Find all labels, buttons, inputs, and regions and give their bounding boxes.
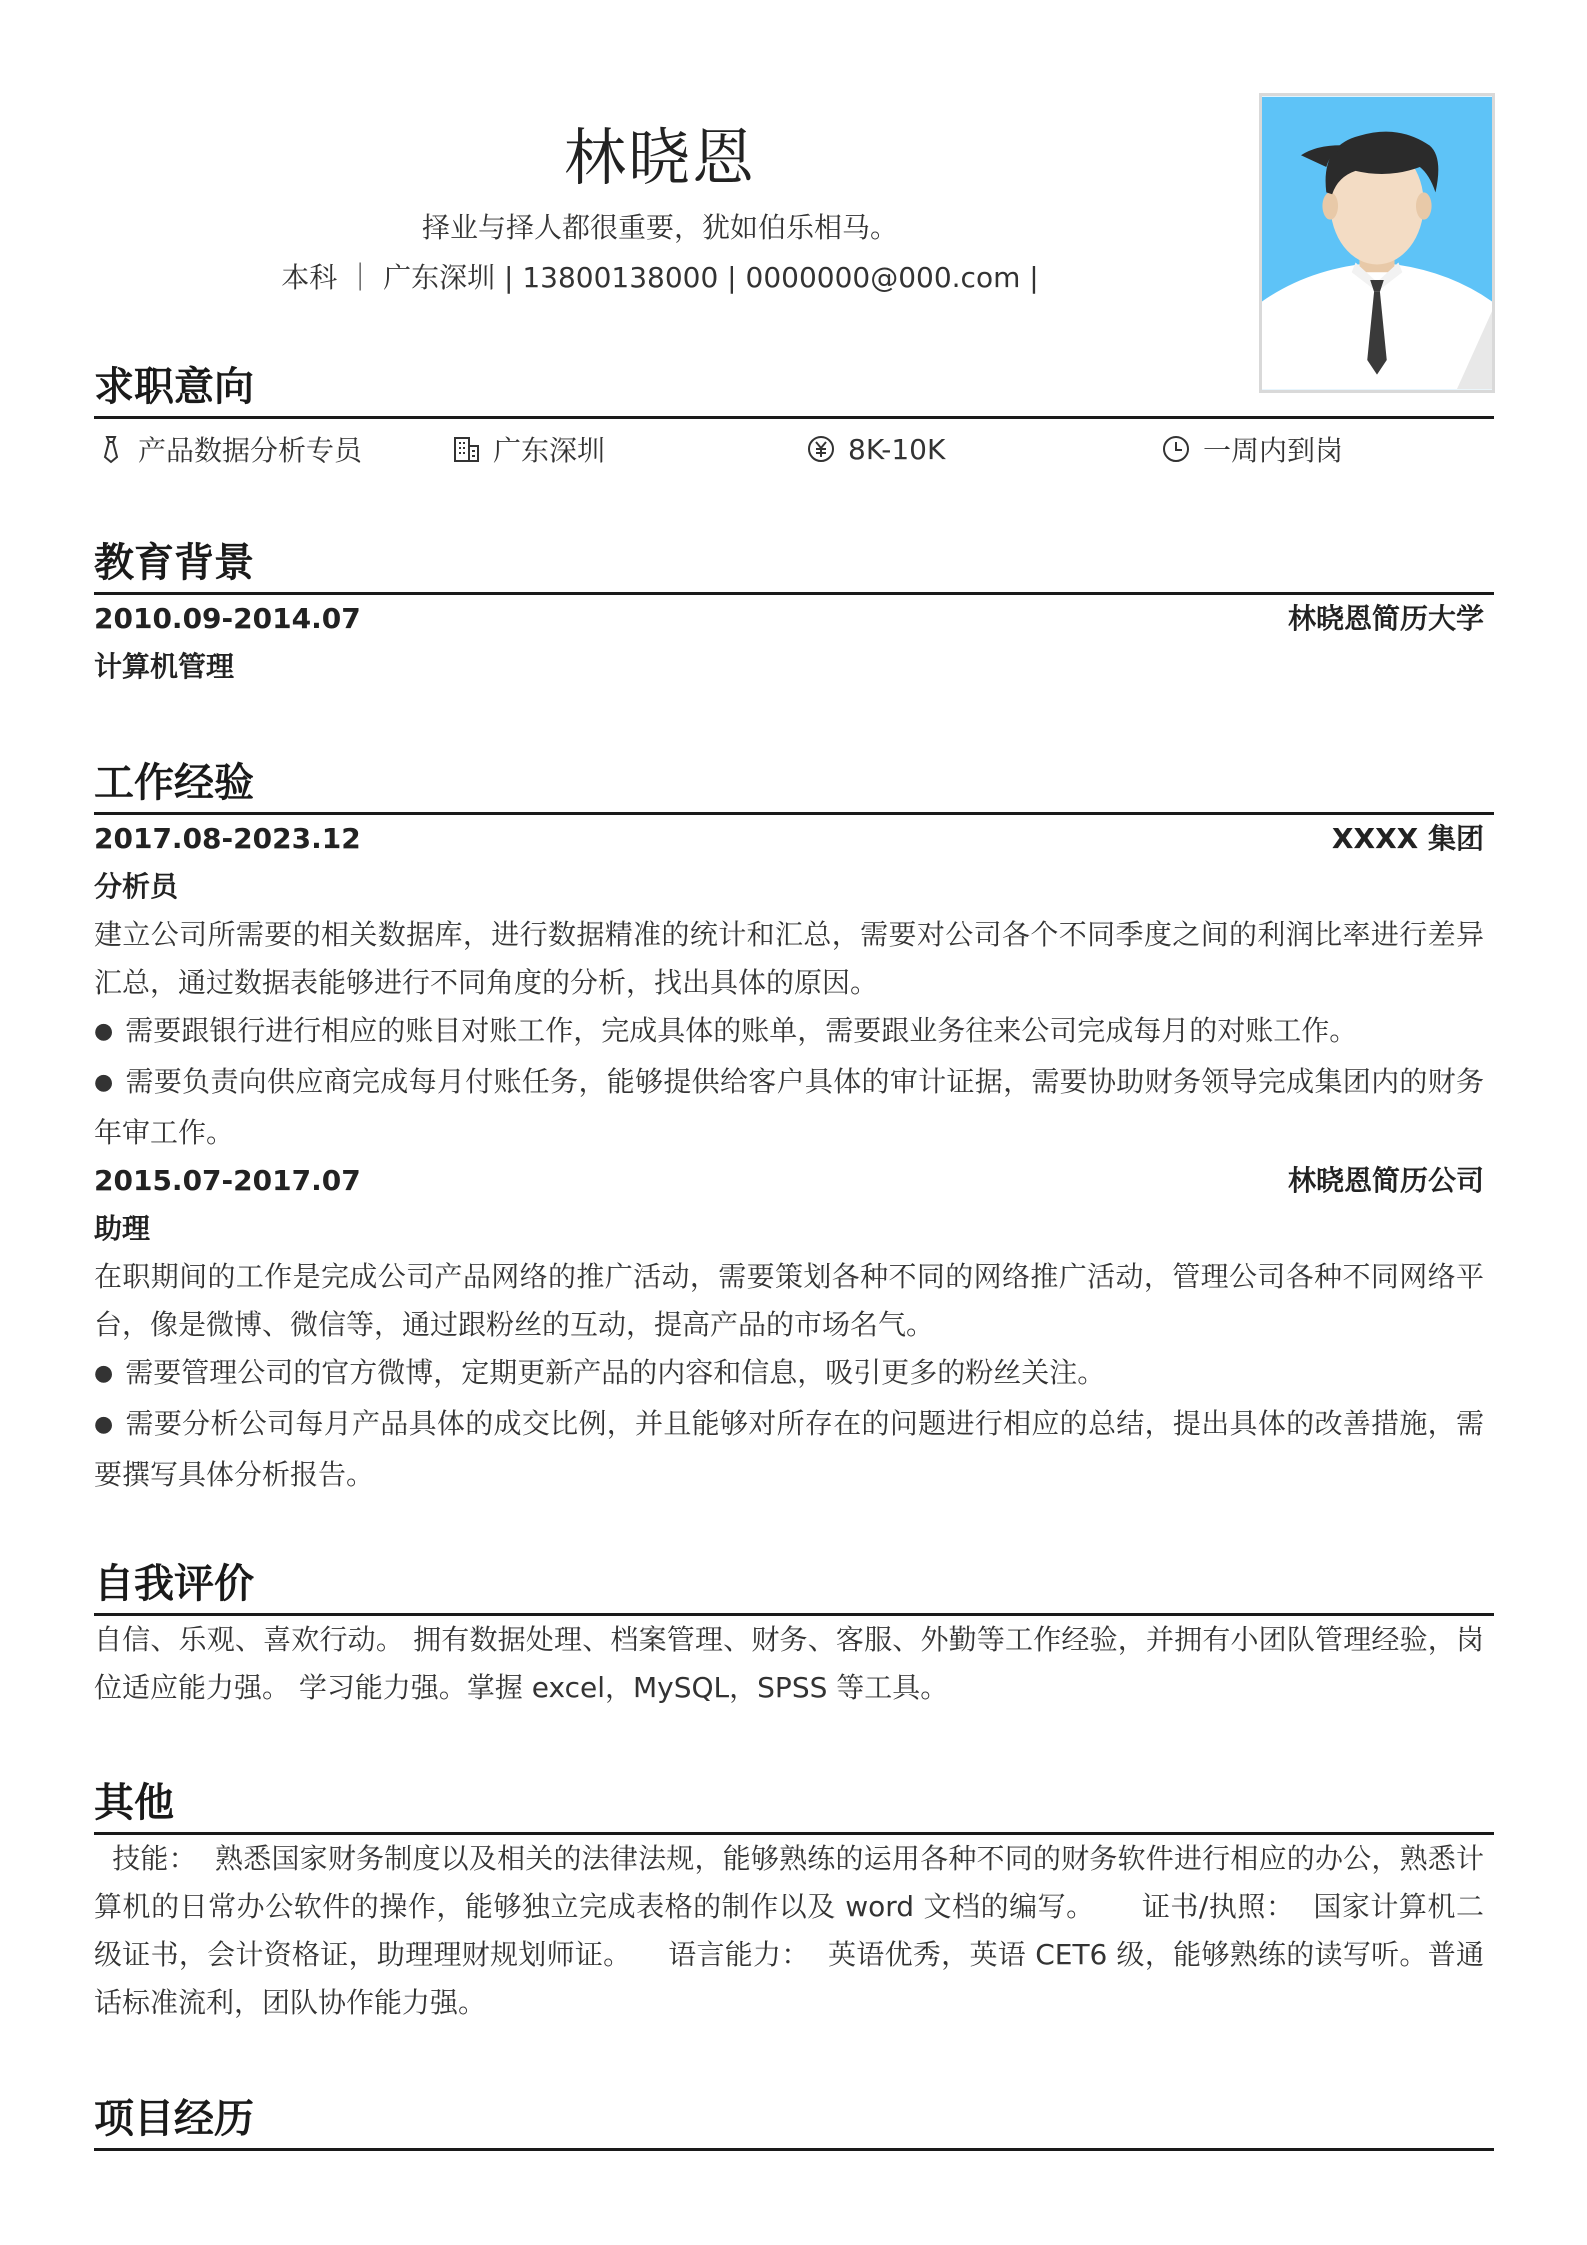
section-other <box>94 1776 1494 2027</box>
avatar-illustration <box>1262 96 1492 390</box>
candidate-motto: 择业与择人都很重要，犹如伯乐相马。 <box>421 211 898 244</box>
job-role: 助理 <box>94 1212 151 1245</box>
other-text: 技能： 熟悉国家财务制度以及相关的法律法规，能够熟练的运用各种不同的财务软件进行相应的办公，熟悉计算机的日常办公软件的操作，能够独立完成表格的制作以及 word 文档的编写。 证书/执照： 国家计算机二级证书，会计资格证，助理理财规划师证。 语言能力： 英语优秀，英语 CET6 级，能够熟练的读写听。普通话标准流利，团队协作能力强。 <box>94 1842 1484 2019</box>
job-description: 在职期间的工作是完成公司产品网络的推广活动，需要策划各种不同的网络推广活动，管理公司各种不同网络平台，像是微博、微信等，通过跟粉丝的互动，提高产品的市场名气。 <box>94 1260 1484 1341</box>
clock-icon <box>1161 434 1191 464</box>
section-projects <box>94 2092 1494 2151</box>
building-icon <box>451 434 481 464</box>
candidate-name: 林晓恩 <box>563 121 756 194</box>
job-bullet: ● 需要跟银行进行相应的账目对账工作，完成具体的账单，需要跟业务往来公司完成每月的对账工作。 <box>94 1007 1494 1058</box>
job-date: 2017.08-2023.12 <box>94 822 361 855</box>
self-evaluation-text: 自信、乐观、喜欢行动。 拥有数据处理、档案管理、财务、客服、外勤等工作经验，并拥有小团队管理经验，岗位适应能力强。 学习能力强。掌握 excel，MySQL，SPSS 等工具。 <box>94 1623 1484 1704</box>
intent-position <box>94 429 449 469</box>
section-title: 求职意向 <box>94 364 254 410</box>
intent-city-text: 广东深圳 <box>493 434 606 467</box>
job-role: 分析员 <box>94 870 179 903</box>
yen-icon <box>806 434 836 464</box>
intent-position-text: 产品数据分析专员 <box>138 434 363 467</box>
tie-icon <box>96 434 126 464</box>
education-school: 林晓恩简历大学 <box>1287 602 1484 635</box>
section-work <box>94 756 1494 1499</box>
job-company: XXXX 集团 <box>1331 822 1484 855</box>
job-company: 林晓恩简历公司 <box>1287 1164 1484 1197</box>
job-header <box>94 815 1494 863</box>
intent-availability <box>1159 429 1343 469</box>
job-entry <box>94 815 1494 1157</box>
section-title: 自我评价 <box>94 1561 254 1607</box>
job-entry <box>94 1157 1494 1499</box>
section-title: 项目经历 <box>94 2096 254 2142</box>
education-major: 计算机管理 <box>94 650 235 683</box>
section-title: 教育背景 <box>94 540 254 586</box>
intent-availability-text: 一周内到岗 <box>1203 434 1344 467</box>
job-description: 建立公司所需要的相关数据库，进行数据精准的统计和汇总，需要对公司各个不同季度之间的利润比率进行差异汇总，通过数据表能够进行不同角度的分析，找出具体的原因。 <box>94 918 1484 999</box>
job-bullet: ● 需要管理公司的官方微博，定期更新产品的内容和信息，吸引更多的粉丝关注。 <box>94 1349 1494 1400</box>
section-divider <box>94 416 1494 419</box>
section-education <box>94 536 1494 691</box>
intent-row <box>94 423 1494 475</box>
intent-salary-text: 8K-10K <box>848 432 946 466</box>
education-date: 2010.09-2014.07 <box>94 602 361 635</box>
section-self-evaluation <box>94 1557 1494 1712</box>
profile-photo <box>1259 93 1495 393</box>
education-row <box>94 595 1494 643</box>
job-date: 2015.07-2017.07 <box>94 1164 361 1197</box>
section-title: 其他 <box>94 1780 174 1826</box>
contact-line: 本科 ｜ 广东深圳 | 13800138000 | 0000000@000.com | <box>281 261 1039 294</box>
intent-salary <box>804 433 1159 466</box>
intent-city <box>449 429 804 469</box>
job-header <box>94 1157 1494 1205</box>
section-divider <box>94 2148 1494 2151</box>
section-title: 工作经验 <box>94 760 254 806</box>
job-bullet: ● 需要分析公司每月产品具体的成交比例，并且能够对所存在的问题进行相应的总结，提出具体的改善措施，需要撰写具体分析报告。 <box>94 1400 1494 1499</box>
section-job-intent <box>94 360 1494 475</box>
job-bullet: ● 需要负责向供应商完成每月付账任务，能够提供给客户具体的审计证据，需要协助财务领导完成集团内的财务年审工作。 <box>94 1058 1494 1157</box>
